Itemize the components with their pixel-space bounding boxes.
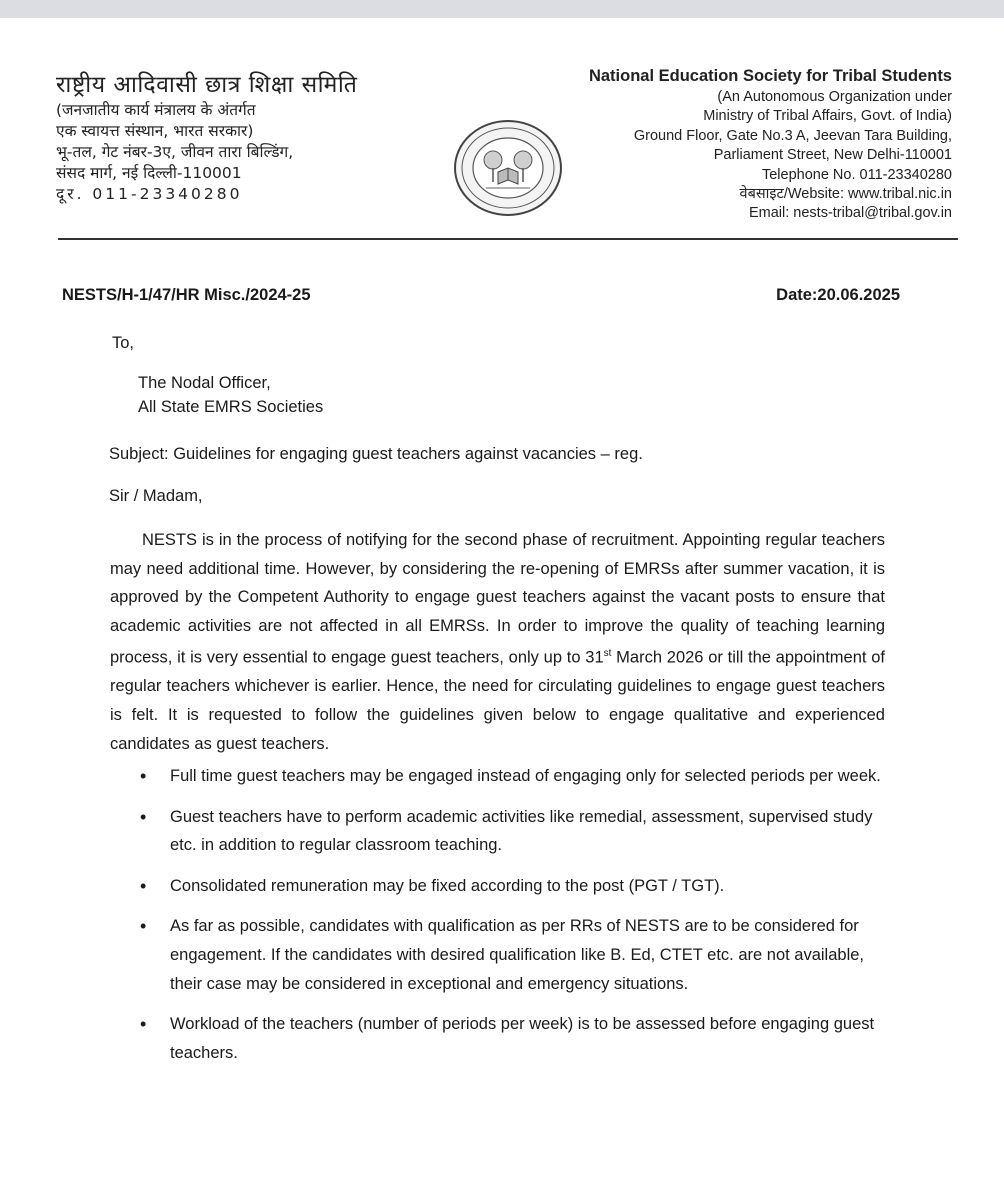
bullet-icon: •	[140, 916, 147, 937]
guideline-item	[140, 912, 886, 998]
hindi-org-title: राष्ट्रीय आदिवासी छात्र शिक्षा समिति	[56, 72, 358, 98]
guideline-text: Guest teachers have to perform academic activities like remedial, assessment, supervised study etc. in addition to regular classroom teaching.	[170, 807, 873, 855]
bullet-icon: •	[140, 875, 147, 896]
guidelines-list	[140, 762, 886, 1079]
hindi-letterhead	[56, 70, 456, 205]
english-org-title: National Education Society for Tribal Students	[588, 67, 952, 85]
letter-date: Date:20.06.2025	[776, 286, 900, 304]
hindi-line: संसद मार्ग, नई दिल्ली-110001	[56, 164, 242, 182]
english-address-line: Parliament Street, New Delhi-110001	[713, 147, 952, 164]
subject-line: Subject: Guidelines for engaging guest teachers against vacancies – reg.	[109, 445, 643, 463]
guideline-item	[140, 1010, 886, 1067]
reference-number: NESTS/H-1/47/HR Misc./2024-25	[62, 286, 311, 304]
guideline-text: Full time guest teachers may be engaged instead of engaging only for selected periods per week.	[170, 767, 881, 785]
salutation: Sir / Madam,	[109, 487, 203, 505]
bullet-icon: •	[140, 806, 147, 827]
recipient-line: All State EMRS Societies	[138, 398, 324, 416]
english-line: Ministry of Tribal Affairs, Govt. of India)	[703, 108, 952, 125]
english-telephone: Telephone No. 011-23340280	[761, 166, 952, 183]
hindi-line: (जनजातीय कार्य मंत्रालय के अंतर्गत	[56, 101, 256, 119]
guideline-item	[140, 803, 886, 860]
to-label: To,	[112, 334, 135, 352]
recipient-line: The Nodal Officer,	[138, 374, 271, 392]
guideline-text: As far as possible, candidates with qualification as per RRs of NESTS are to be considered for engagement. If the candidates with desired qualification like B. Ed, CTET etc. are not available, their case may be considered in exceptional and emergency situations.	[170, 917, 865, 993]
guideline-item	[140, 762, 886, 791]
english-email: Email: nests-tribal@tribal.gov.in	[748, 205, 952, 222]
english-letterhead	[482, 64, 952, 224]
guideline-item	[140, 872, 886, 901]
hindi-line: भू-तल, गेट नंबर-3ए, जीवन तारा बिल्डिंग,	[56, 143, 294, 161]
bullet-icon: •	[140, 1014, 147, 1035]
english-address-line: Ground Floor, Gate No.3 A, Jeevan Tara Building,	[633, 127, 952, 144]
body-paragraph	[110, 526, 885, 758]
english-website: वेबसाइट/Website: www.tribal.nic.in	[739, 186, 952, 203]
paragraph-text: March 2026 or till the appointment of regular teachers whichever is earlier. Hence, the need for circulating guidelines to engage guest teachers is felt. It is requested to follow the guidelines given below to engage qualitative and experienced candidates as guest teachers.	[110, 648, 885, 753]
english-line: (An Autonomous Organization under	[717, 89, 952, 105]
date-superscript: st	[603, 648, 612, 660]
hindi-line: एक स्वायत्त संस्थान, भारत सरकार)	[56, 122, 254, 140]
scan-top-band	[0, 0, 1004, 18]
letterhead-divider	[58, 238, 958, 240]
paragraph-text: NESTS is in the process of notifying for the second phase of recruitment. Appointing regular teachers may need additional time. However, by considering the re-opening of EMRSs after summer vacation, it is approved by the Competent Authority to engage guest teachers against the vacant posts to ensure that academic activities are not affected in all EMRSs. In order to improve the quality of teaching learning process, it is very essential to engage guest teachers, only up to 31	[110, 531, 885, 667]
guideline-text: Workload of the teachers (number of periods per week) is to be assessed before engaging guest teachers.	[170, 1015, 875, 1062]
letter-page	[0, 18, 1004, 1180]
hindi-phone: दूर. 011-23340280	[56, 185, 243, 203]
bullet-icon: •	[140, 766, 147, 786]
guideline-text: Consolidated remuneration may be fixed according to the post (PGT / TGT).	[170, 876, 725, 895]
